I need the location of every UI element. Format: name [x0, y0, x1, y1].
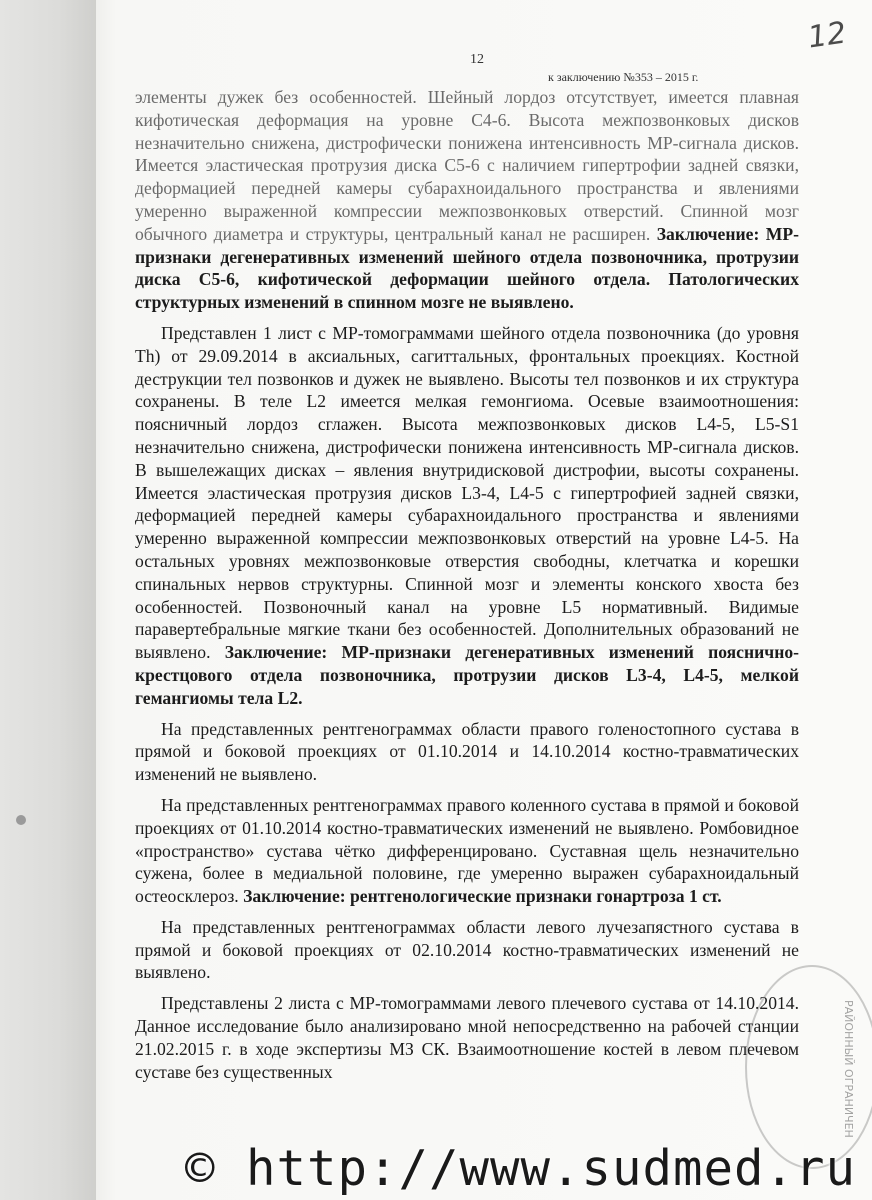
handwritten-page-number: 12	[805, 15, 849, 56]
conclusion-lumbar: Заключение: МР-признаки дегенеративных изменений пояснично-крестцового отдела позвоночника, протрузии дисков L3-4, L4-5, мелкой гемангиомы тела L2.	[135, 642, 799, 708]
paragraph-cervical-mri	[135, 86, 799, 314]
paragraph-ankle-xray	[135, 718, 799, 786]
paragraph-lumbar-mri	[135, 322, 799, 710]
paragraph-knee-xray	[135, 794, 799, 908]
paragraph-text: На представленных рентгенограммах области левого лучезапястного сустава в прямой и боковой проекциях от 02.10.2014 костно-травматических изменений не выявлено.	[135, 916, 799, 983]
paragraph-text: Представлен 1 лист с МР-томограммами шейного отдела позвоночника (до уровня Th) от 29.09.2014 в аксиальных, сагиттальных, фронтальных проекциях. Костной деструкции тел позвонков и дужек не выявлено. Высоты тел позвонков и их структура сохранены. В теле L2 имеется мелкая гемонгиома. Осевые взаимоотношения: поясничный лордоз сглажен. Высота межпозвонковых дисков L4-5, L5-S1 незначительно снижена, дистрофически понижена интенсивность МР-сигнала дисков. В вышележащих дисках – явления внутридисковой дистрофии, высоты сохранены. Имеется эластическая протрузия дисков L3-4, L4-5 с гипертрофией задней связки, деформацией передней камеры субарахноидального пространства и явлениями умеренно выраженной компрессии межпозвонковых отверстий на уровне L4-5. На остальных уровнях межпозвонковые отверстия свободны, клетчатка и корешки спинальных нервов структурны. Спинной мозг и элементы конского хвоста без особенностей. Позвоночный канал на уровне L5 нормативный. Видимые паравертебральные мягкие ткани без особенностей. Дополнительных образований не выявлено.	[135, 322, 799, 663]
conclusion-knee: Заключение: рентгенологические признаки гонартроза 1 ст.	[243, 886, 722, 907]
page-number: 12	[470, 52, 484, 67]
document-reference: к заключению №353 – 2015 г.	[548, 70, 699, 84]
paragraph-text: Представлены 2 листа с МР-томограммами левого плечевого сустава от 14.10.2014. Данное исследование было анализировано мной непосредственно на рабочей станции 21.02.2015 г. в ходе экспертизы МЗ СК. Взаимоотношение костей в левом плечевом суставе без существенных	[135, 993, 799, 1082]
paragraph-shoulder-mri	[135, 992, 799, 1083]
document-body	[135, 86, 799, 1091]
paragraph-wrist-xray	[135, 916, 799, 984]
stamp-text: РАЙОННЫЙ ОГРАНИЧЕН	[842, 1000, 855, 1138]
watermark: © http://www.sudmed.ru	[185, 1140, 857, 1197]
scan-left-margin	[0, 0, 96, 1200]
conclusion-cervical: Заключение: МР-признаки дегенеративных изменений шейного отдела позвоночника, протрузии диска С5-6, кифотической деформации шейного отдела. Патологических структурных изменений в спинном мозге не выявлено.	[135, 223, 799, 313]
paragraph-text: На представленных рентгенограммах области правого голеностопного сустава в прямой и боковой проекциях от 01.10.2014 и 14.10.2014 костно-травматических изменений не выявлено.	[135, 718, 799, 785]
punch-hole-mark	[16, 815, 26, 825]
paragraph-text: элементы дужек без особенностей. Шейный лордоз отсутствует, имеется плавная кифотическая деформация на уровне С4-6. Высота межпозвонковых дисков незначительно снижена, дистрофически понижена интенсивность МР-сигнала дисков. Имеется эластическая протрузия диска С5-6 с наличием гипертрофии задней связки, деформацией передней камеры субарахноидального пространства и явлениями умеренно выраженной компрессии межпозвонковых отверстий. Спинной мозг обычного диаметра и структуры, центральный канал не расширен.	[135, 87, 799, 244]
paragraph-text: На представленных рентгенограммах правого коленного сустава в прямой и боковой проекциях от 01.10.2014 костно-травматических изменений не выявлено. Ромбовидное «пространство» сустава чётко дифференцировано. Суставная щель незначительно сужена, более в медиальной половине, где умеренно выражен субарахноидальный остеосклероз.	[135, 794, 799, 907]
